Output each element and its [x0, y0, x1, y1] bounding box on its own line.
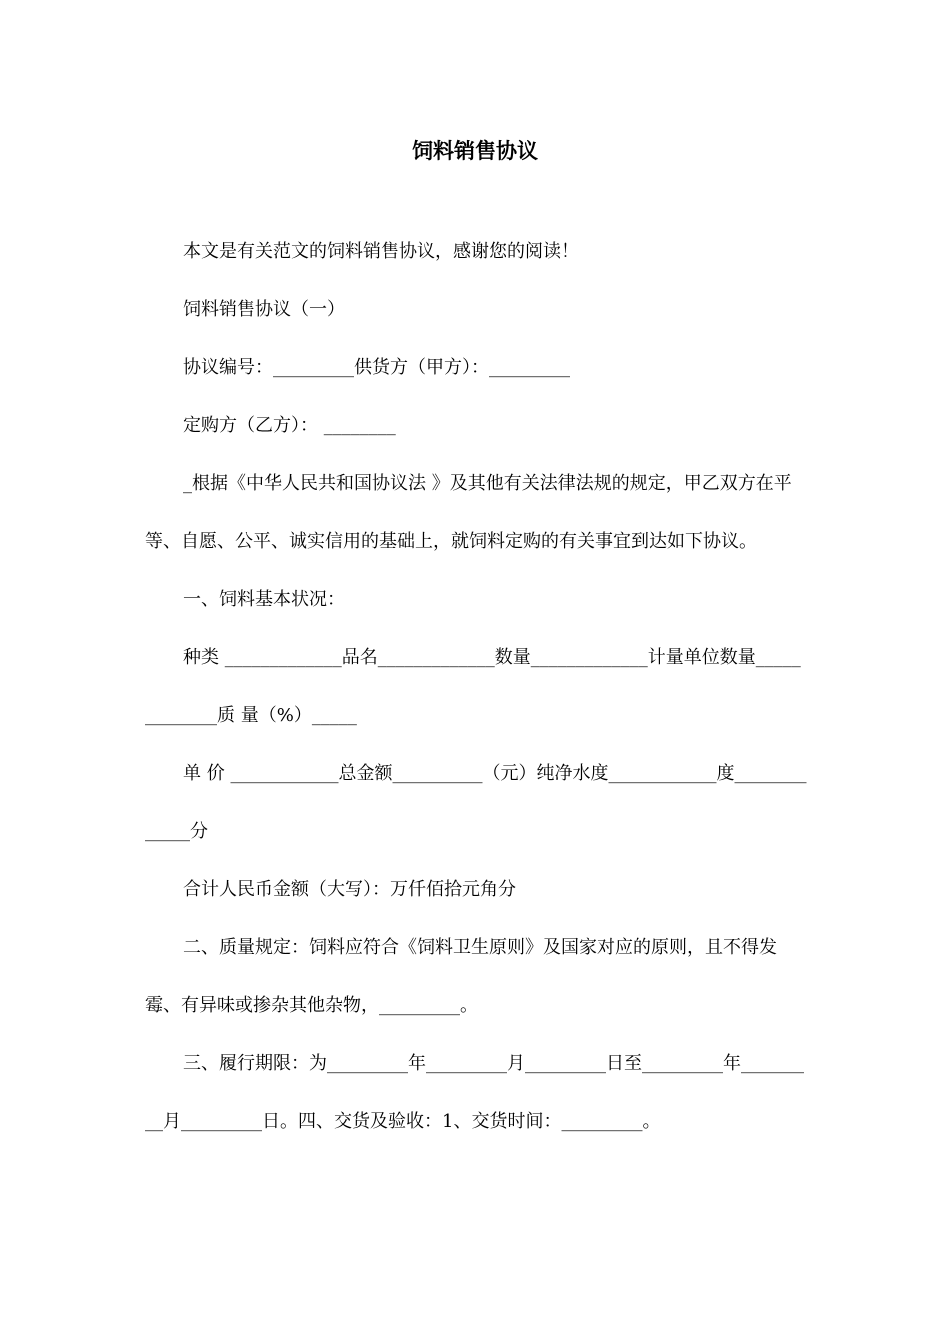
section-heading-agreement-one: 饲料销售协议（一）: [183, 299, 345, 320]
agreement-number-supplier-line: 协议编号：_________供货方（甲方）：_________: [183, 357, 570, 378]
unit-price-fields: 单 价 ____________总金额__________（元）纯净水度____________度_____________分: [145, 763, 807, 842]
intro-paragraph: 本文是有关范文的饲料销售协议，感谢您的阅读！: [183, 241, 579, 262]
document-title: 饲料销售协议: [412, 139, 538, 163]
section-heading-feed-basics: 一、饲料基本状况：: [183, 589, 345, 610]
document-body: [145, 223, 807, 1151]
feed-type-fields: 种类 _____________品名_____________数量_____________计量单位数量_____________质 量（%）_____: [145, 647, 801, 726]
legal-basis-paragraph: _根据《中华人民共和国协议法 》及其他有关法律法规的规定，甲乙双方在平等、自愿、公平、诚实信用的基础上，就饲料定购的有关事宜到达如下协议。: [145, 473, 792, 552]
purchaser-line: 定购方（乙方）： ________: [183, 415, 396, 436]
performance-term-paragraph: 三、履行期限：为_________年_________月_________日至_________年_________月_________日。四、交货及验收：1、交货时间：_________。: [145, 1053, 804, 1132]
total-amount-line: 合计人民币金额（大写）：万仟佰拾元角分: [183, 879, 516, 900]
quality-requirements-paragraph: 二、质量规定：饲料应符合《饲料卫生原则》及国家对应的原则，且不得发霉、有异味或掺杂其他杂物，_________。: [145, 937, 777, 1016]
